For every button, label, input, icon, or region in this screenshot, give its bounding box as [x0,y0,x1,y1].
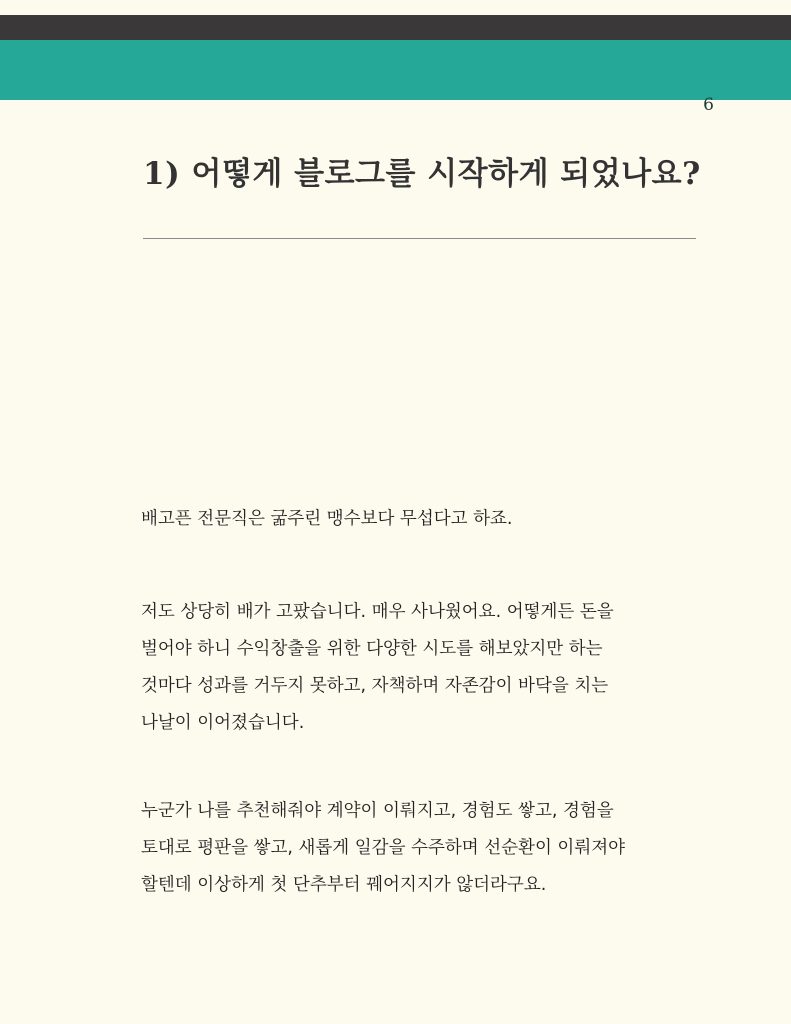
text-line: 벌어야 하니 수익창출을 위한 다양한 시도를 해보았지만 하는 [141,639,603,659]
section-title: 1) 어떻게 블로그를 시작하게 되었나요? [143,156,701,192]
text-line: 것마다 성과를 거두지 못하고, 자책하며 자존감이 바닥을 치는 [141,676,609,696]
top-dark-bar [0,15,791,40]
text-line: 할텐데 이상하게 첫 단추부터 꿰어지지가 않더라구요. [141,875,547,895]
text-line: 배고픈 전문직은 굶주린 맹수보다 무섭다고 하죠. [141,509,513,529]
text-line: 나날이 이어졌습니다. [141,713,305,733]
paragraph-1 [141,501,512,538]
page-number: 6 [703,95,714,115]
text-line: 누군가 나를 추천해줘야 계약이 이뤄지고, 경험도 쌓고, 경험을 [141,801,614,821]
header-band [0,40,791,115]
paragraph-3 [141,793,625,904]
paragraph-2 [141,594,614,742]
text-line: 토대로 평판을 쌓고, 새롭게 일감을 수주하며 선순환이 이뤄져야 [141,838,626,858]
text-line: 저도 상당히 배가 고팠습니다. 매우 사나웠어요. 어떻게든 돈을 [141,602,614,622]
title-divider [143,238,696,239]
